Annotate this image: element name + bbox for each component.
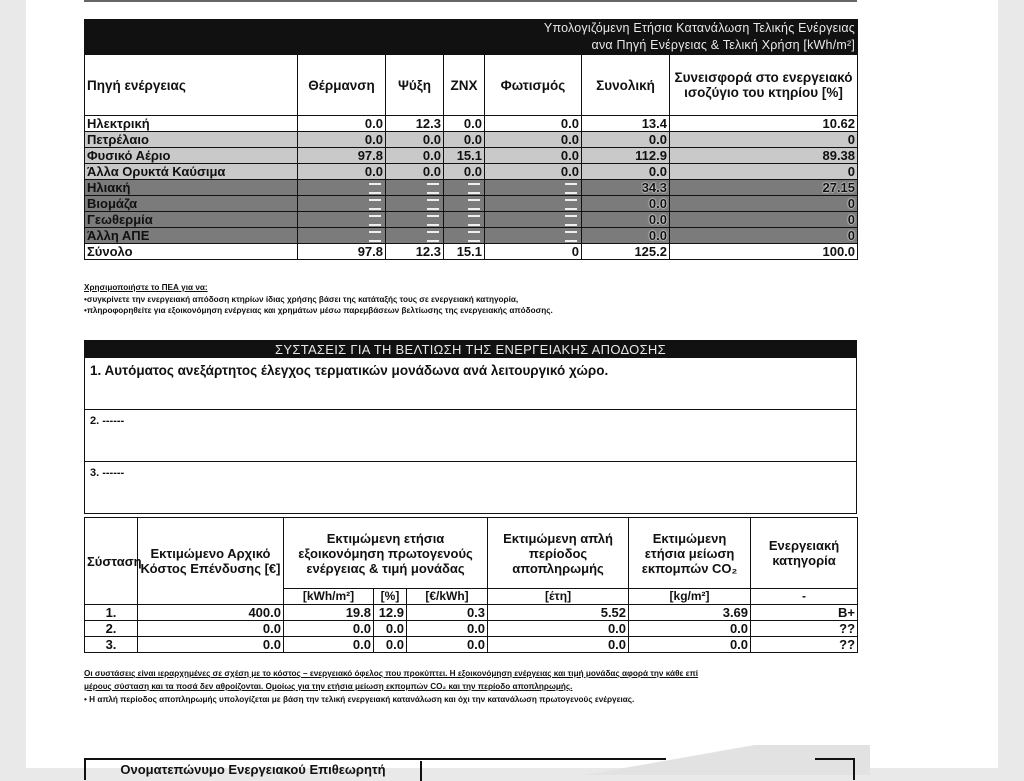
assessor-box-right xyxy=(815,758,855,780)
unit-years: [έτη] xyxy=(488,589,629,605)
na-dash-icon xyxy=(427,199,439,210)
energy-table-title: Υπολογιζόμενη Ετήσια Κατανάλωση Τελικής Ενέργειας ανα Πηγή Ενέργειας & Τελική Χρήση [kWh/m²] xyxy=(85,20,858,55)
na-dash-icon xyxy=(369,199,381,210)
col-category: Ενεργειακή κατηγορία xyxy=(751,518,858,589)
unit-kg: [kg/m²] xyxy=(629,589,751,605)
recommendations-section xyxy=(84,340,857,514)
na-dash-icon xyxy=(427,215,439,226)
savings-table xyxy=(84,517,858,653)
na-dash-icon xyxy=(565,183,577,194)
table-row: Πετρέλαιο 0.0 0.0 0.0 0.0 0.0 0 xyxy=(85,132,858,148)
energy-consumption-table xyxy=(84,19,858,260)
table-row: Άλλα Ορυκτά Καύσιμα 0.0 0.0 0.0 0.0 0.0 0 xyxy=(85,164,858,180)
recommendations-title: ΣΥΣΤΑΣΕΙΣ ΓΙΑ ΤΗ ΒΕΛΤΙΩΣΗ ΤΗΣ ΕΝΕΡΓΕΙΑΚΗΣ ΑΠΟΔΟΣΗΣ xyxy=(85,341,856,358)
assessor-label: Ονοματεπώνυμο Ενεργειακού Επιθεωρητή xyxy=(86,761,422,781)
unit-pct: [%] xyxy=(374,589,407,605)
col-recommendation: Σύσταση xyxy=(85,518,138,605)
na-dash-icon xyxy=(565,199,577,210)
na-dash-icon xyxy=(565,231,577,242)
table-row: Γεωθερμία 0.0 0 xyxy=(85,212,858,228)
na-dash-icon xyxy=(468,231,480,242)
table-row: Ηλεκτρική 0.0 12.3 0.0 0.0 13.4 10.62 xyxy=(85,116,858,132)
unit-category: - xyxy=(751,589,858,605)
na-dash-icon xyxy=(369,183,381,194)
na-dash-icon xyxy=(427,183,439,194)
table-row: Βιομάζα 0.0 0 xyxy=(85,196,858,212)
table-row: 1. 400.0 19.8 12.9 0.3 5.52 3.69 B+ xyxy=(85,605,858,621)
table-row: 2. 0.0 0.0 0.0 0.0 0.0 0.0 ?? xyxy=(85,621,858,637)
top-divider xyxy=(84,0,857,2)
usage-line: •πληροφορηθείτε για εξοικονόμηση ενέργειας και χρημάτων μέσω παρεμβάσεων βελτίωσης της ενεργειακής απόδοσης. xyxy=(84,306,553,315)
col-savings: Εκτιμώμενη ετήσια εξοικονόμηση πρωτογενούς ενέργειας & τιμή μονάδας xyxy=(284,518,488,589)
col-total: Συνολική xyxy=(582,55,670,116)
na-dash-icon xyxy=(468,183,480,194)
col-cost: Εκτιμώμενο Αρχικό Κόστος Επένδυσης [€] xyxy=(138,518,284,605)
recommendation-item: 2. ------ xyxy=(85,409,856,461)
unit-kwh: [kWh/m²] xyxy=(284,589,374,605)
col-co2: Εκτιμώμενη ετήσια μείωση εκπομπών CO₂ xyxy=(629,518,751,589)
usage-line: •συγκρίνετε την ενεργειακή απόδοση κτηρίων ίδιας χρήσης βάσει της κατάταξής τους σε ενεργειακή κατηγορία, xyxy=(84,294,519,304)
assessor-box xyxy=(84,758,666,780)
usage-notes xyxy=(84,282,864,317)
na-dash-icon xyxy=(427,231,439,242)
recommendation-item: 1. Αυτόματος ανεξάρτητος έλεγχος τερματικών μονάδωνα ανά λειτουργικό χώρο. xyxy=(90,363,609,378)
footnote-line: Οι συστάσεις είναι ιεραρχημένες σε σχέση με το κόστος – ενεργειακό όφελος που προκύπτει. Η εξοικονόμηση ενέργειας και τιμή μονάδας αφορά την κάθε επί xyxy=(84,669,699,678)
table-row: 3. 0.0 0.0 0.0 0.0 0.0 0.0 ?? xyxy=(85,637,858,653)
footnote-line: • Η απλή περίοδος αποπληρωμής υπολογίζεται με βάση την τελική ενεργειακή κατανάλωση και όχι την κατανάλωση πρωτογενούς ενέργειας. xyxy=(84,695,635,704)
col-contribution: Συνεισφορά στο ενεργειακό ισοζύγιο του κτηρίου [%] xyxy=(670,55,858,116)
unit-eur-kwh: [€/kWh] xyxy=(407,589,488,605)
usage-title: Χρησιμοποιήστε το ΠΕΑ για να: xyxy=(84,283,208,292)
table-row: Φυσικό Αέριο 97.8 0.0 15.1 0.0 112.9 89.38 xyxy=(85,148,858,164)
na-dash-icon xyxy=(468,215,480,226)
col-lighting: Φωτισμός xyxy=(485,55,582,116)
col-cooling: Ψύξη xyxy=(386,55,444,116)
footnote-line: μέρους σύσταση και τα ποσά δεν αθροίζονται. Ομοίως για την ετήσια μείωση εκπομπών CO₂ και την περίοδο αποπληρωμής. xyxy=(84,682,573,691)
col-dhw: ZNX xyxy=(444,55,485,116)
col-source: Πηγή ενέργειας xyxy=(85,55,298,116)
na-dash-icon xyxy=(369,231,381,242)
na-dash-icon xyxy=(369,215,381,226)
na-dash-icon xyxy=(468,199,480,210)
na-dash-icon xyxy=(565,215,577,226)
col-payback: Εκτιμώμενη απλή περίοδος αποπληρωμής xyxy=(488,518,629,589)
recommendation-item: 3. ------ xyxy=(85,461,856,513)
table-row: Ηλιακή 34.3 27.15 xyxy=(85,180,858,196)
total-row: Σύνολο 97.8 12.3 15.1 0 125.2 100.0 xyxy=(85,244,858,260)
table-row: Άλλη ΑΠΕ 0.0 0 xyxy=(85,228,858,244)
footnotes xyxy=(84,667,864,706)
col-heating: Θέρμανση xyxy=(298,55,386,116)
